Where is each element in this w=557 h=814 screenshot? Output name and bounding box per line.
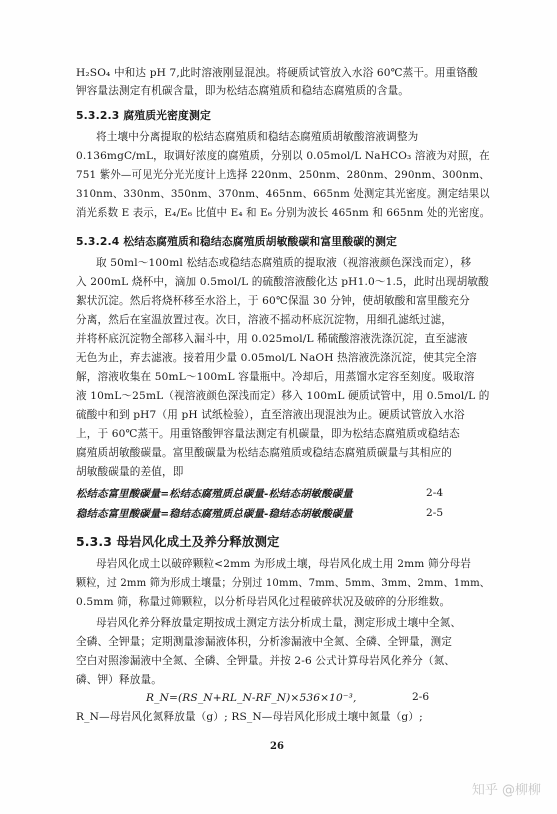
- paragraph-line: 腐殖质胡敏酸碳量。富里酸碳量为松结态腐殖质或稳结态腐殖质碳量与其相应的: [76, 447, 453, 459]
- paragraph-line: 母岩风化成土以破碎颗粒<2mm 为形成土壤，母岩风化成土用 2mm 筛分母岩: [96, 558, 471, 570]
- equation-number: 2-4: [426, 487, 444, 499]
- equation-2-4: 松结态富里酸碳量=松结态腐殖质总碳量-松结态胡敏酸碳量: [76, 488, 353, 500]
- paragraph-line: 310nm、330nm、350nm、370nm、465nm、665nm 处测定其光密度。测定结果以: [76, 188, 490, 200]
- paragraph-line: 颗粒，过 2mm 筛为形成土壤量；分别过 10mm、7mm、5mm、3mm、2mm、1mm、: [76, 577, 491, 589]
- paragraph-line: 胡敏酸碳量的差值，即: [76, 466, 184, 478]
- paragraph-line: 磷、钾）释放量。: [76, 674, 162, 686]
- variable-definition: R_N—母岩风化氮释放量（g）; RS_N—母岩风化形成土壤中氮量（g）;: [76, 711, 423, 723]
- section-heading-5-3-2-3: 5.3.2.3 腐殖质光密度测定: [76, 109, 211, 122]
- paragraph-line: 上，于 60℃蒸干。用重铬酸钾容量法测定有机碳量，即为松结态腐殖质或稳结态: [76, 428, 460, 440]
- equation-2-5: 稳结态富里酸碳量=稳结态腐殖质总碳量-稳结态胡敏酸碳量: [76, 508, 353, 520]
- watermark: 知乎 @柳柳: [471, 783, 541, 798]
- page-number: 26: [270, 741, 284, 752]
- text-line: 钾容量法测定有机碳含量，即为松结态腐殖质和稳结态腐殖质的含量。: [76, 85, 410, 97]
- paragraph-line: 空白对照渗漏液中全氮、全磷、全钾量。并按 2-6 公式计算母岩风化养分（氮、: [76, 655, 456, 667]
- paragraph-line: 絮状沉淀。然后将烧杯移至水浴上，于 60℃保温 30 分钟，使胡敏酸和富里酸充分: [76, 295, 470, 307]
- equation-number: 2-6: [412, 691, 430, 703]
- paragraph-line: 751 紫外—可见光分光光度计上选择 220nm、250nm、280nm、290nm、300nm、: [76, 169, 490, 181]
- paragraph-line: 分离，然后在室温放置过夜。次日，溶液不摇动杯底沉淀物，用细孔滤纸过滤，: [76, 314, 453, 326]
- paragraph-line: 0.136mgC/mL，取调好浓度的腐殖质，分别以 0.05mol/L NaHCO₃ 溶液为对照，在: [76, 150, 490, 162]
- paragraph-line: 入 200mL 烧杯中，滴加 0.5mol/L 的硫酸溶液酸化达 pH1.0～1.5，此时出现胡敏酸: [76, 276, 489, 288]
- paragraph-line: 母岩风化养分释放量定期按成土测定方法分析成土量，测定形成土壤中全氮、: [96, 617, 462, 629]
- paragraph-line: 解，溶液收集在 50mL～100mL 容量瓶中。冷却后，用蒸馏水定容至刻度。吸取溶: [76, 371, 475, 383]
- paragraph-line: 无色为止，弃去滤液。接着用少量 0.05mol/L NaOH 热溶液洗涤沉淀，使其完全溶: [76, 352, 477, 364]
- section-heading-5-3-2-4: 5.3.2.4 松结态腐殖质和稳结态腐殖质胡敏酸碳和富里酸碳的测定: [76, 235, 397, 248]
- paragraph-line: 液 10mL～25mL（视溶液颜色深浅而定）移入 100mL 硬质试管中，用 0.5mol/L 的: [76, 390, 490, 402]
- paragraph-line: 并将杯底沉淀物全部移入漏斗中，用 0.025mol/L 稀硫酸溶液洗涤沉淀，直至滤液: [76, 333, 468, 345]
- paragraph-line: 消光系数 E 表示，E₄/E₆ 比值中 E₄ 和 E₆ 分别为波长 465nm 和 665nm 处的光密度。: [76, 207, 491, 219]
- text-line: H₂SO₄ 中和达 pH 7,此时溶液刚显混浊。将硬质试管放入水浴 60℃蒸干。用重铬酸: [76, 67, 478, 79]
- paragraph-line: 硫酸中和到 pH7（用 pH 试纸检验），直至溶液出现混浊为止。硬质试管放入水浴: [76, 409, 465, 421]
- paragraph-line: 取 50ml～100ml 松结态或稳结态腐殖质的提取液（视溶液颜色深浅而定），移: [96, 257, 472, 269]
- paragraph-line: 0.5mm 筛，称量过筛颗粒，以分析母岩风化过程破碎状况及破碎的分形维数。: [76, 596, 451, 608]
- paragraph-line: 全磷、全钾量；定期测量渗漏液体积，分析渗漏液中全氮、全磷、全钾量，测定: [76, 636, 453, 648]
- equation-number: 2-5: [426, 507, 444, 519]
- section-heading-5-3-3: 5.3.3 母岩风化成土及养分释放测定: [76, 534, 280, 549]
- paragraph-line: 将土壤中分离提取的松结态腐殖质和稳结态腐殖质胡敏酸溶液调整为: [96, 131, 419, 143]
- equation-2-6: R_N=(RS_N+RL_N-RF_N)×536×10⁻³,: [146, 692, 357, 704]
